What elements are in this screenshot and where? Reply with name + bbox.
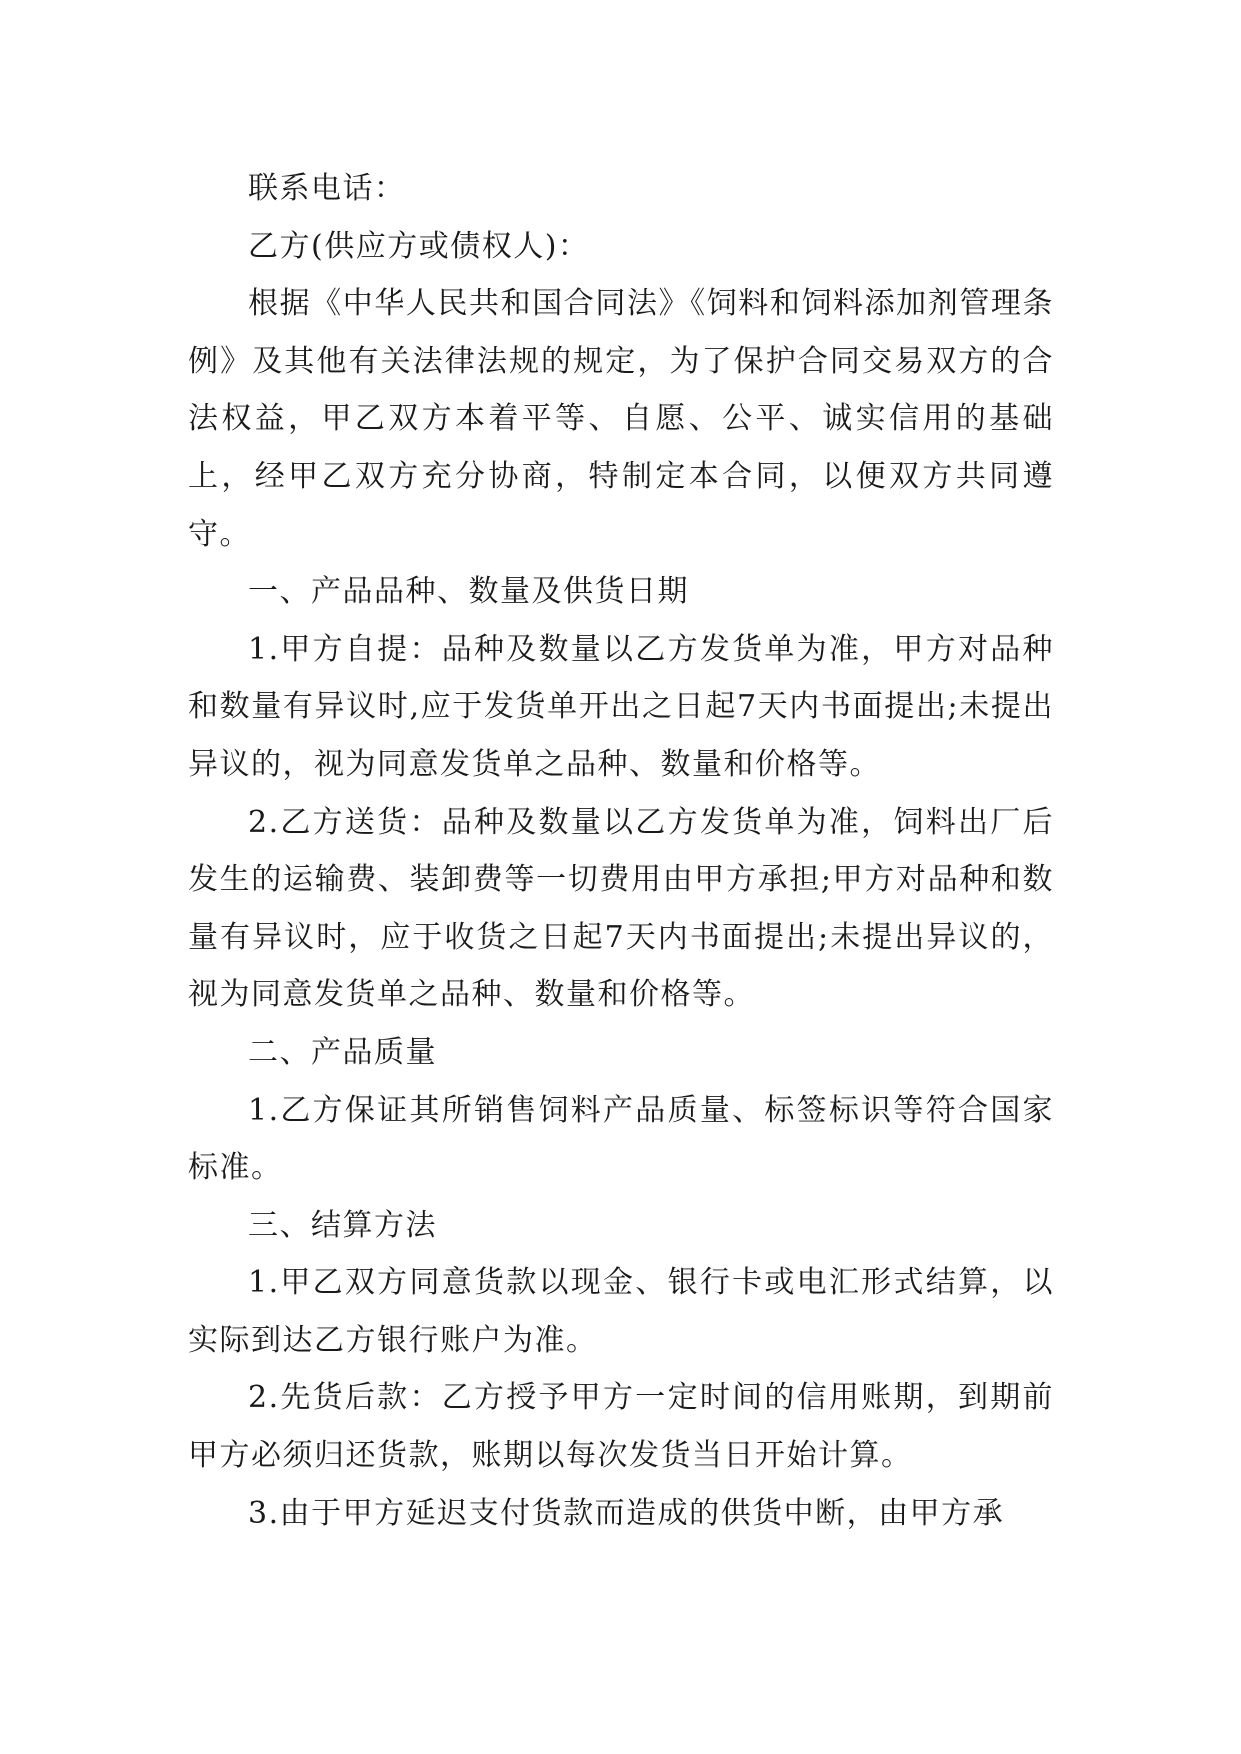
section-2-item-1: 1.乙方保证其所销售饲料产品质量、标签标识等符合国家标准。 (188, 1092, 1054, 1186)
section-2-heading: 二、产品质量 (248, 1034, 437, 1070)
section-1-heading: 一、产品品种、数量及供货日期 (248, 574, 689, 610)
section-1-item-1: 1.甲方自提：品种及数量以乙方发货单为准，甲方对品种和数量有异议时,应于发货单开出之日起7天内书面提出;未提出异议的，视为同意发货单之品种、数量和价格等。 (188, 631, 1054, 782)
section-1-item-2: 2.乙方送货：品种及数量以乙方发货单为准，饲料出厂后发生的运输费、装卸费等一切费用由甲方承担;甲方对品种和数量有异议时，应于收货之日起7天内书面提出;未提出异议的，视为同意发货单之品种、数量和价格等。 (188, 804, 1054, 1013)
section-3-item-1: 1.甲乙双方同意货款以现金、银行卡或电汇形式结算，以实际到达乙方银行账户为准。 (188, 1265, 1054, 1358)
section-3-item-2: 2.先货后款：乙方授予甲方一定时间的信用账期，到期前甲方必须归还货款，账期以每次发货当日开始计算。 (188, 1380, 1054, 1474)
document-body (188, 160, 1054, 1542)
party-b-line: 乙方(供应方或债权人)： (248, 228, 590, 264)
preamble-paragraph: 根据《中华人民共和国合同法》《饲料和饲料添加剂管理条例》及其他有关法律法规的规定，为了保护合同交易双方的合法权益，甲乙双方本着平等、自愿、公平、诚实信用的基础上，经甲乙双方充分协商，特制定本合同，以便双方共同遵守。 (188, 286, 1054, 552)
section-3-heading: 三、结算方法 (248, 1207, 437, 1243)
section-3-item-3: 3.由于甲方延迟支付货款而造成的供货中断，由甲方承 (248, 1495, 1005, 1531)
contact-phone-line: 联系电话： (248, 171, 406, 206)
